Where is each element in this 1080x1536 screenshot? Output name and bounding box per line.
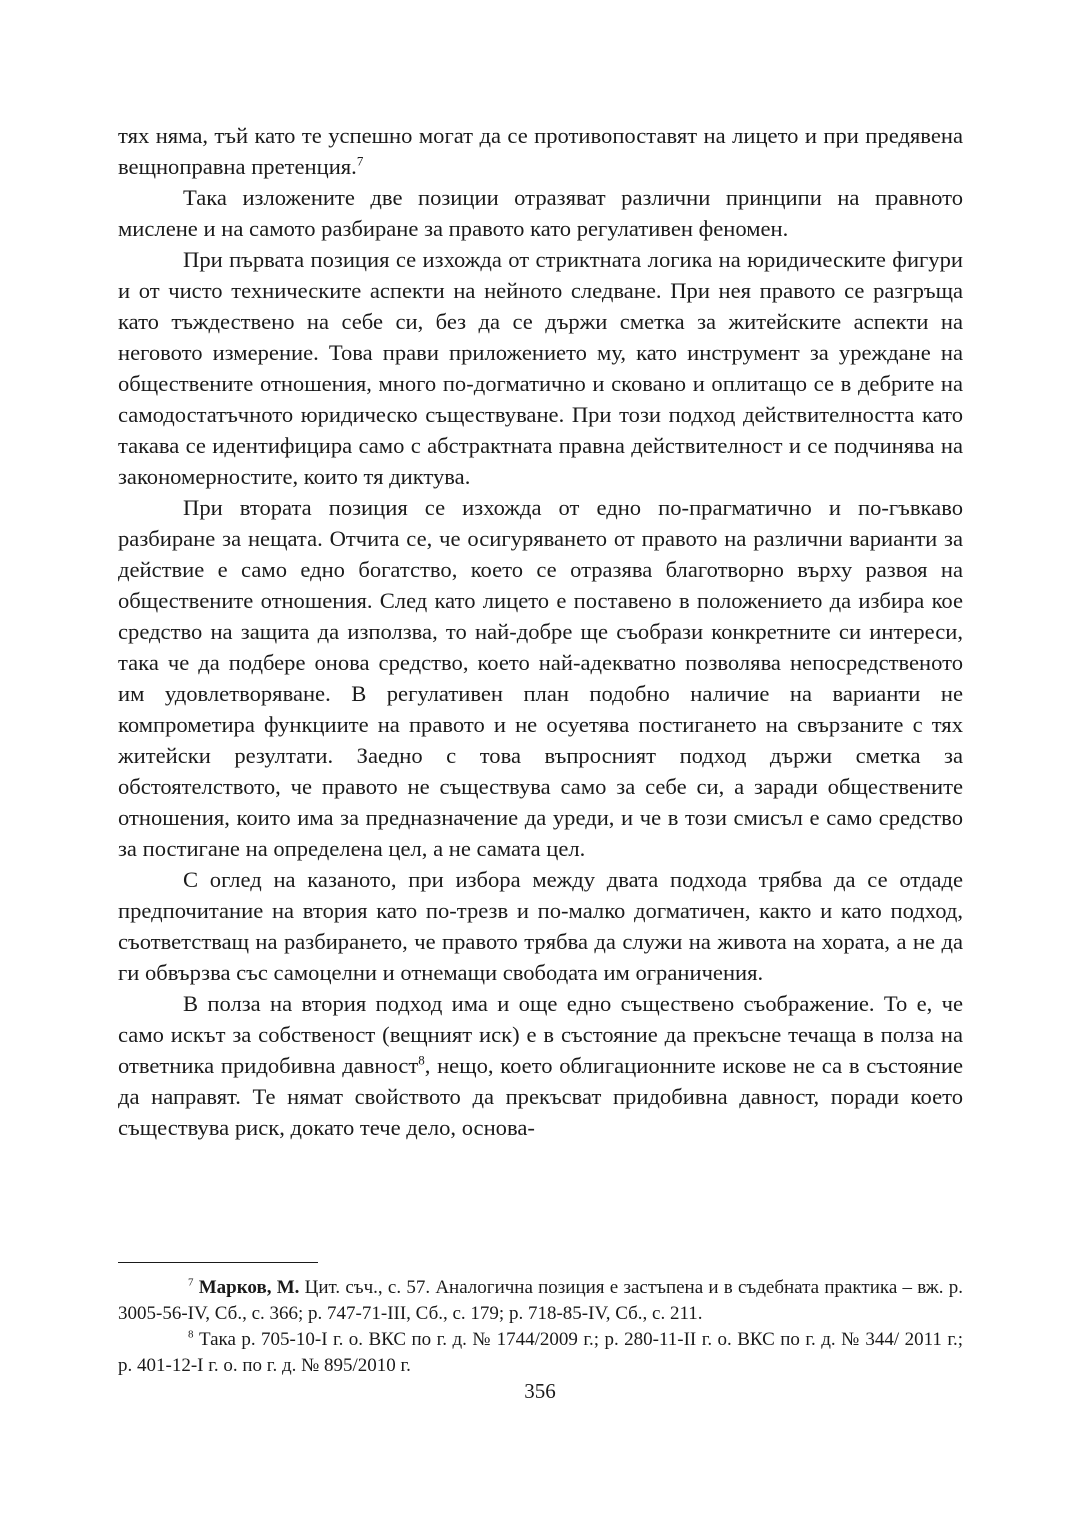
page-number: 356 — [524, 1379, 556, 1403]
footnote-ref-7[interactable]: 7 — [356, 153, 364, 169]
paragraph-text: При втората позиция се изхожда от едно по-прагматично и по-гъвкаво разбиране за нещата. Отчита се, че осигуряването от правото на различни варианти за действие е само едно богатство, което се отразява благотворно върху развоя на обществените отношения. След като лицето е поставено в положението да избира кое средство на защита да използва, то най-добре ще съобрази конкретните си интереси, така че да подбере онова средство, което най-адекватно позволява непосредственото им удовлетворяване. В регулативен план подобно наличие на варианти не компрометира функциите на правото и не осуетява постигането на свързаните с тях житейски резултати. Заедно с това въпросният подход държи сметка за обстоятелството, че правото не съществува само за себе си, а заради обществените отношения, които има за предназначение да уреди, и че в този смисъл е само средство за постигане на определена цел, а не самата цел. — [118, 495, 963, 861]
paragraph-additional-argument — [118, 988, 963, 1143]
paragraph-first-position — [118, 244, 963, 492]
paragraph-text: тях няма, тъй като те успешно могат да се противопоставят на лицето и при предявена вещноправна претенция. — [118, 123, 963, 179]
footnote-8 — [118, 1327, 963, 1379]
paragraph-two-positions — [118, 182, 963, 244]
footnote-ref-8[interactable]: 8 — [418, 1052, 425, 1068]
footnotes — [118, 1275, 963, 1379]
paragraph-text: С оглед на казаното, при избора между двата подхода трябва да се отдаде предпочитание на втория като по-трезв и по-малко догматичен, както и като подход, съответстващ на разбирането, че правото трябва да служи на живота на хората, а не да ги обвързва със самоцелни и отнемащи свободата им ограничения. — [118, 867, 963, 985]
paragraph-text: , нещо, което облигационните искове не са в състояние да направят. Те нямат свойството да прекъсват придобивна давност, поради което съществува риск, докато тече дело, основа- — [118, 1053, 963, 1140]
footnote-number: 8 — [188, 1328, 194, 1341]
page-body — [118, 120, 963, 1143]
footnote-author: Марков, М. — [198, 1277, 300, 1298]
paragraph-continuation — [118, 120, 963, 182]
footnote-number: 7 — [188, 1276, 194, 1289]
footnote-text: Цит. съч., с. 57. Аналогична позиция е застъпена и в съдебната практика – вж. р. 3005-56-IV, Сб., с. 366; р. 747-71-III, Сб., с. 179; р. 718-85-IV, Сб., с. 211. — [118, 1277, 964, 1324]
paragraph-text: Така изложените две позиции отразяват различни принципи на правното мислене и на самото разбиране за правото като регулативен феномен. — [118, 185, 963, 241]
footnote-7 — [118, 1275, 963, 1327]
paragraph-text: При първата позиция се изхожда от стриктната логика на юридическите фигури и от чисто техническите аспекти на нейното следване. При нея правото се разгръща като тъждествено на себе си, без да се държи сметка за житейските аспекти на неговото измерение. Това прави приложението му, като инструмент за уреждане на обществените отношения, много по-догматично и сковано и оплитащо се в дебрите на самодостатъчното юридическо съществуване. При този подход действителността като такава се идентифицира само с абстрактната правна действителност и се подчинява на закономерностите, които тя диктува. — [118, 247, 963, 489]
paragraph-text: В полза на втория подход има и още едно съществено съображение. То е, че само искът за собственост (вещният иск) е в състояние да прекъсне течаща в полза на ответника придобивна давност — [118, 991, 963, 1078]
paragraph-second-position — [118, 492, 963, 864]
paragraph-preference — [118, 864, 963, 988]
footnote-separator — [118, 1262, 318, 1263]
footnote-text: Така р. 705-10-I г. о. ВКС по г. д. № 1744/2009 г.; р. 280-11-II г. о. ВКС по г. д. № 344/ 2011 г.; р. 401-12-I г. о. по г. д. № 895/2010 г. — [118, 1329, 963, 1376]
